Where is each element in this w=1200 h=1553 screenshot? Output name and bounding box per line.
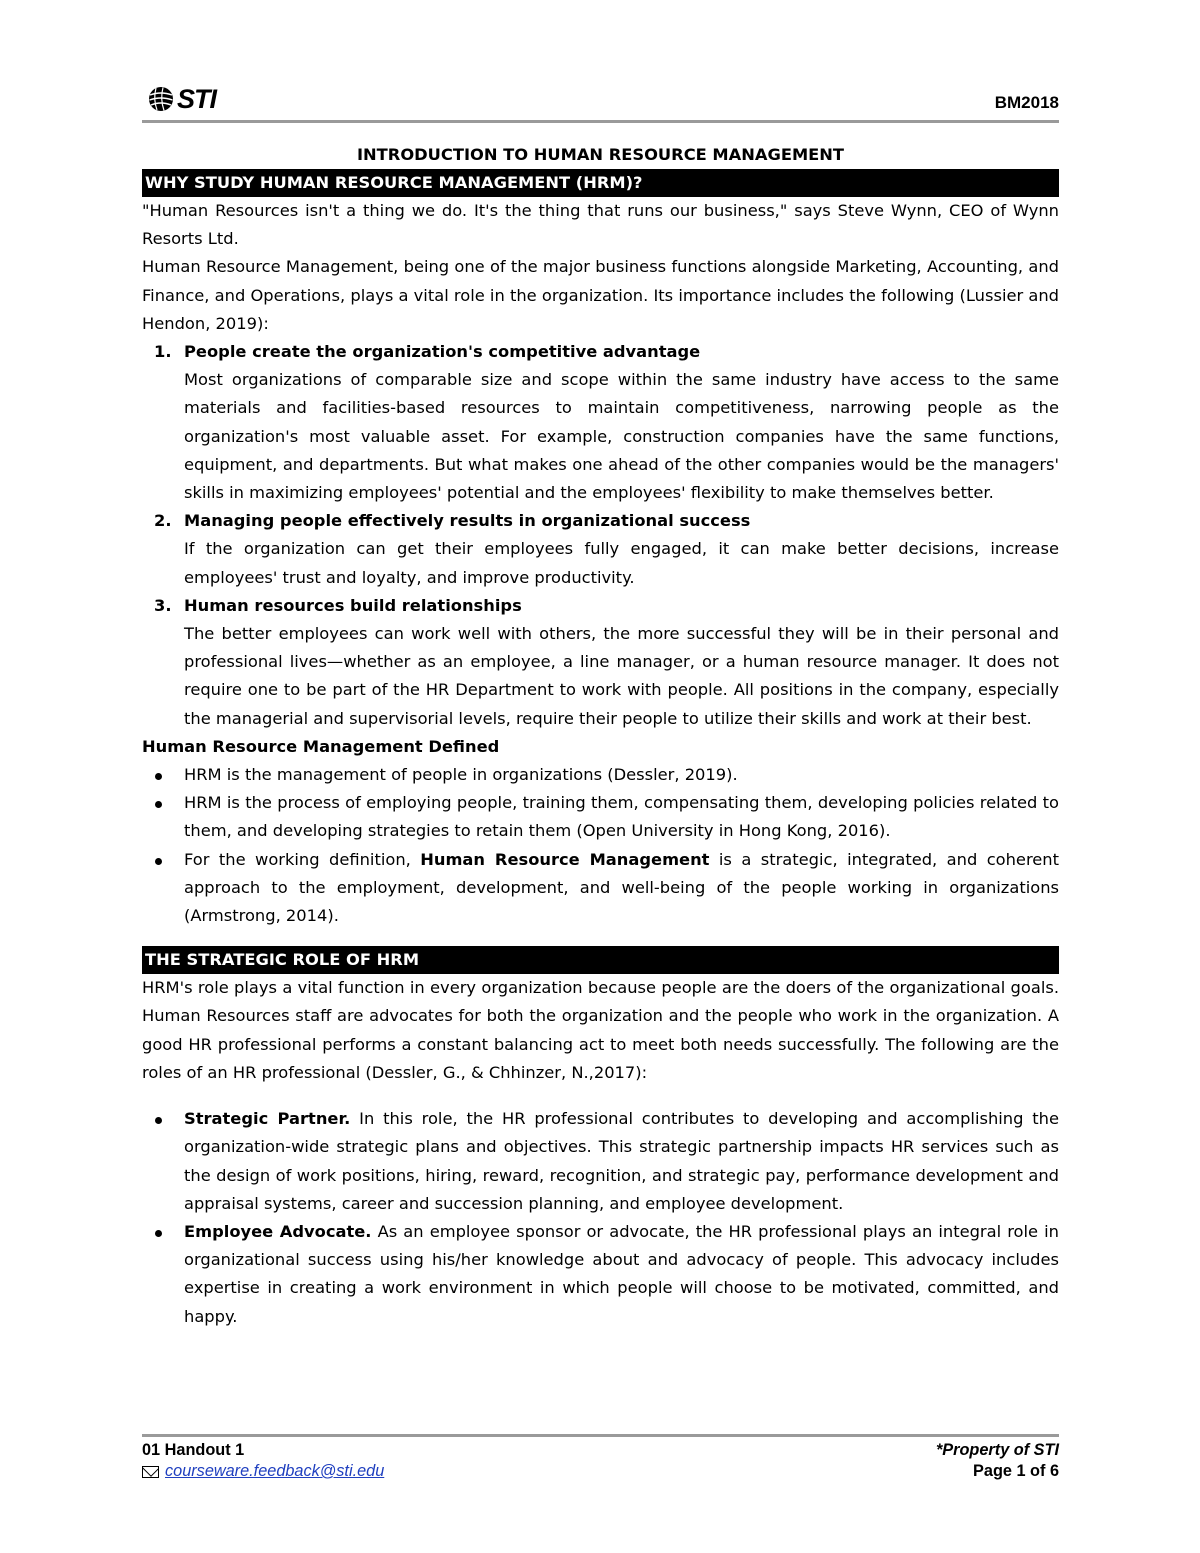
quote-paragraph: "Human Resources isn't a thing we do. It's the thing that runs our business," says Steve Wynn, CEO of Wynn Resorts Ltd. (142, 201, 1059, 249)
intro-paragraph: Human Resource Management, being one of the major business functions alongside Marketing, Accounting, and Finance, and Operations, plays a vital role in the organization. Its importance includes the following (Lussier and Hendon, 2019): (142, 257, 1059, 333)
list-item (142, 761, 1059, 789)
envelope-icon (142, 1466, 159, 1478)
globe-icon (147, 85, 175, 113)
section-heading-why-study-hrm: WHY STUDY HUMAN RESOURCE MANAGEMENT (HRM)? (142, 169, 1059, 197)
role-name: Employee Advocate. (184, 1221, 372, 1241)
sti-logo (147, 84, 216, 114)
bold-term: Human Resource Management (420, 849, 710, 869)
handout-label: 01 Handout 1 (142, 1441, 245, 1459)
list-item (142, 789, 1059, 845)
bullet-icon (155, 801, 162, 808)
property-label: *Property of STI (935, 1441, 1059, 1459)
importance-list (142, 338, 1059, 733)
strategic-intro-paragraph: HRM's role plays a vital function in every organization because people are the doers of the organizational goals. Human Resources staff are advocates for both the organization and the people who work in the organization. A good HR professional performs a constant balancing act to meet both needs successfully. The following are the roles of an HR professional (Dessler, G., & Chhinzer, N.,2017): (142, 978, 1059, 1082)
list-item-text: HRM is the management of people in organizations (Dessler, 2019). (184, 765, 738, 785)
list-number: 1. (154, 342, 172, 362)
list-item (142, 592, 1059, 733)
bullet-icon (155, 1117, 162, 1124)
list-item-text: If the organization can get their employees fully engaged, it can make better decisions, increase employees' trust and loyalty, and improve productivity. (184, 539, 1059, 587)
list-item-text (184, 1218, 1059, 1331)
list-item-text: HRM is the process of employing people, training them, compensating them, developing policies related to them, and developing strategies to retain them (Open University in Hong Kong, 2016). (184, 793, 1059, 841)
footer-left (142, 1440, 384, 1482)
list-item (142, 1105, 1059, 1218)
feedback-row (142, 1461, 384, 1482)
footer-divider (142, 1434, 1059, 1437)
list-item (142, 338, 1059, 507)
list-item-text: The better employees can work well with others, the more successful they will be in their personal and professional lives—whether as an employee, a line manager, or a human resource manager. It does not require one to be part of the HR Department to work with people. All positions in the company, especially the managerial and supervisorial levels, require their people to utilize their skills and work at their best. (184, 624, 1059, 728)
list-number: 2. (154, 511, 172, 531)
bullet-icon (155, 1230, 162, 1237)
page-number: Page 1 of 6 (973, 1462, 1059, 1480)
roles-list (142, 1105, 1059, 1331)
text-run: is a strategic, integrated, and coherent approach to the employment, development, and well-being of the people working in organizations (Armstrong, 2014). (184, 849, 1060, 926)
list-item-text (184, 1105, 1059, 1218)
list-number: 3. (154, 595, 172, 615)
role-description: In this role, the HR professional contributes to developing and accomplishing the organization-wide strategic plans and objectives. This strategic partnership impacts HR services such as the design of work positions, hiring, reward, recognition, and strategic pay, performance development and appraisal systems, career and succession planning, and employee development. (184, 1109, 1059, 1213)
list-item-heading: People create the organization's competitive advantage (184, 342, 701, 362)
document-title: INTRODUCTION TO HUMAN RESOURCE MANAGEMENT (357, 145, 844, 164)
footer-right (936, 1440, 1059, 1482)
page-header (142, 82, 1059, 122)
role-name: Strategic Partner. (184, 1109, 351, 1129)
logo-text: STI (177, 83, 217, 114)
list-item-text (184, 846, 1059, 931)
text-run: For the working definition, (184, 849, 421, 869)
subheading-hrm-defined: Human Resource Management Defined (142, 736, 500, 756)
definition-list (142, 761, 1059, 930)
bullet-icon (155, 858, 162, 865)
feedback-email-link[interactable]: courseware.feedback@sti.edu (165, 1462, 385, 1480)
bullet-icon (155, 773, 162, 780)
document-code: BM2018 (994, 93, 1059, 112)
list-item (142, 846, 1059, 931)
list-item-heading: Managing people effectively results in organizational success (184, 511, 751, 531)
list-item-heading: Human resources build relationships (184, 595, 522, 615)
handout-content (142, 141, 1059, 1331)
role-description: As an employee sponsor or advocate, the HR professional plays an integral role in organizational success using his/her knowledge about and advocacy of people. This advocacy includes expertise in creating a work environment in which people will choose to be motivated, committed, and happy. (184, 1221, 1059, 1326)
page-footer (142, 1440, 1059, 1490)
list-item-text: Most organizations of comparable size and scope within the same industry have access to the same materials and facilities-based resources to maintain competitiveness, narrowing people as the organization's most valuable asset. For example, construction companies have the same functions, equipment, and departments. But what makes one ahead of the other companies would be the managers' skills in maximizing employees' potential and the employees' flexibility to make themselves better. (184, 370, 1059, 503)
header-divider (142, 120, 1059, 123)
list-item (142, 507, 1059, 592)
list-item (142, 1218, 1059, 1331)
section-heading-strategic-role: THE STRATEGIC ROLE OF HRM (142, 946, 1059, 974)
